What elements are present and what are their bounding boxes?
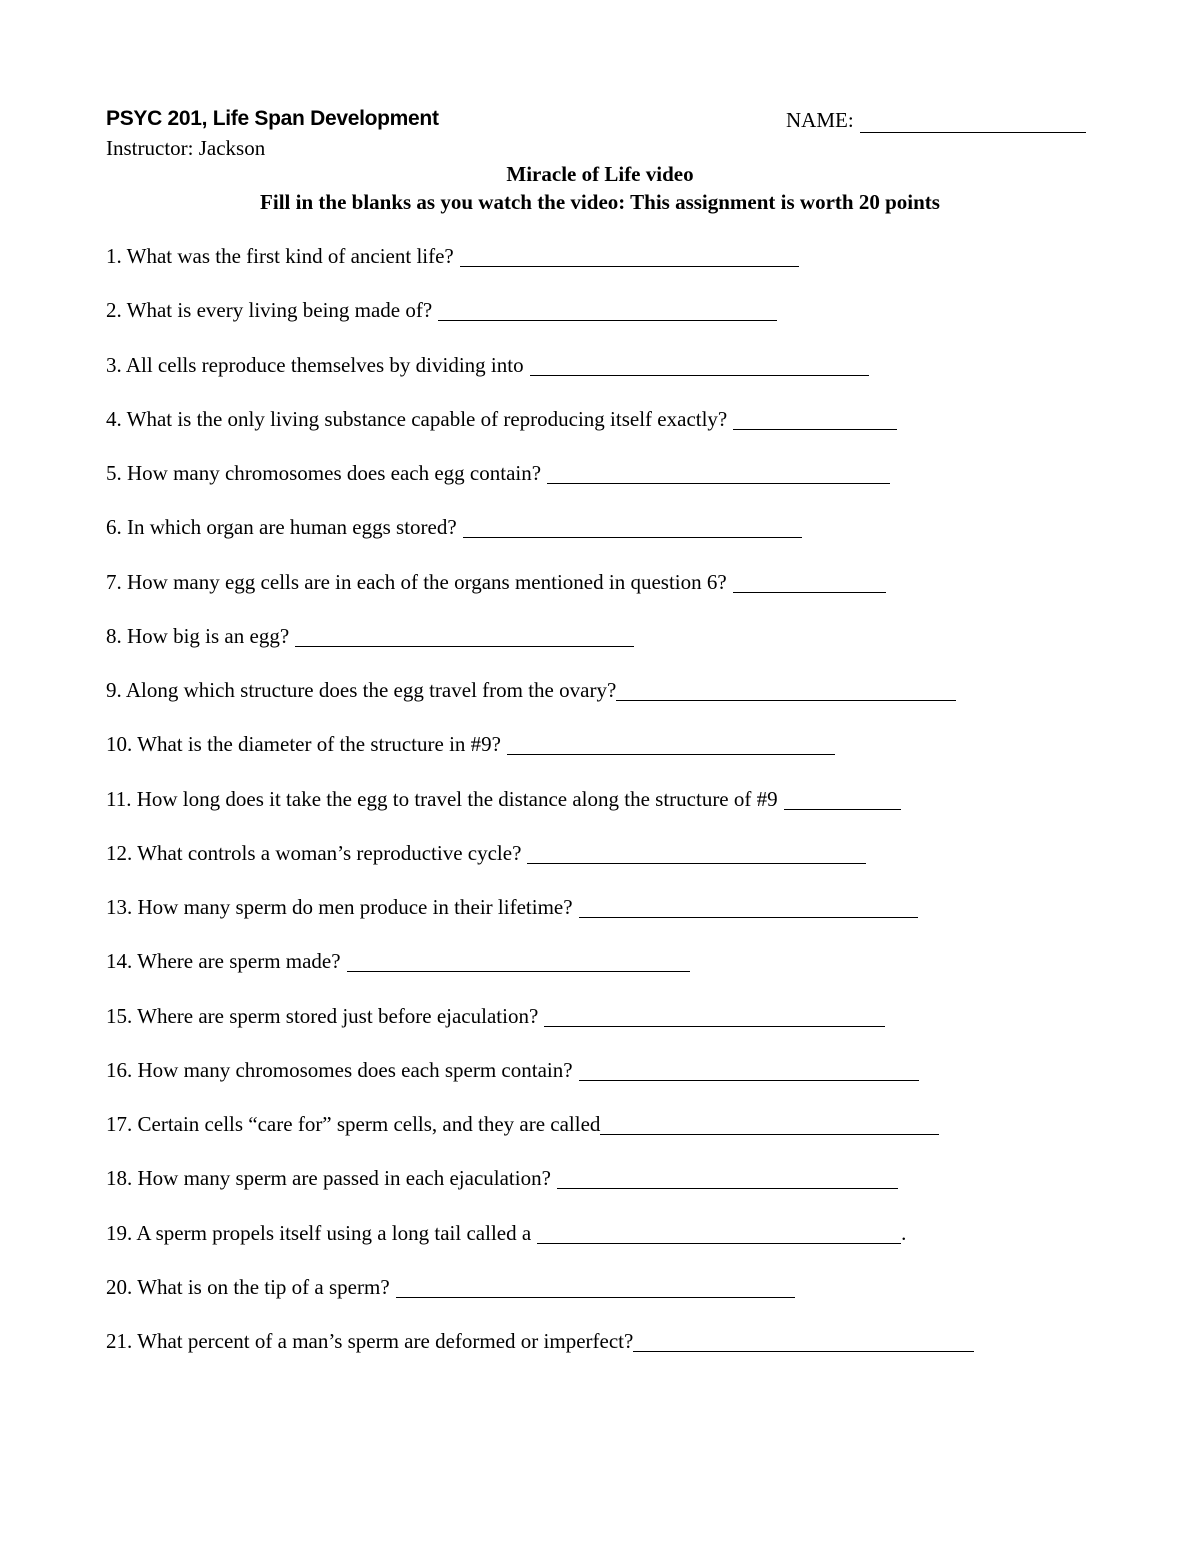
question-item	[106, 407, 1106, 461]
question-item	[106, 624, 1106, 678]
question-item	[106, 461, 1106, 515]
question-text: 6. In which organ are human eggs stored?	[106, 515, 457, 540]
question-text: 9. Along which structure does the egg travel from the ovary?	[106, 678, 617, 702]
question-item	[106, 1004, 1106, 1058]
question-text: 17. Certain cells “care for” sperm cells, and they are called	[106, 1112, 601, 1136]
question-item	[106, 515, 1106, 569]
question-item	[106, 1329, 1106, 1383]
answer-blank[interactable]	[579, 1058, 919, 1081]
question-item	[106, 787, 1106, 841]
answer-blank[interactable]	[557, 1166, 898, 1189]
question-item	[106, 1058, 1106, 1112]
answer-blank[interactable]	[347, 949, 690, 972]
answer-blank[interactable]	[547, 461, 890, 484]
question-text: 1. What was the first kind of ancient life?	[106, 244, 454, 268]
question-text: 3. All cells reproduce themselves by dividing into	[106, 352, 524, 377]
answer-blank[interactable]	[579, 895, 918, 918]
question-text: 19. A sperm propels itself using a long tail called a	[106, 1220, 532, 1245]
question-text: 8. How big is an egg?	[106, 623, 290, 648]
name-blank[interactable]	[860, 110, 1086, 133]
question-item	[106, 1112, 1106, 1166]
question-item	[106, 298, 1106, 352]
worksheet-subtitle: Fill in the blanks as you watch the video: This assignment is worth 20 points	[260, 190, 940, 214]
course-title: PSYC 201, Life Span Development	[106, 107, 439, 130]
question-text: 5. How many chromosomes does each egg contain?	[106, 461, 542, 485]
question-item	[106, 1221, 1106, 1275]
answer-blank[interactable]	[784, 787, 901, 810]
answer-blank[interactable]	[507, 732, 835, 755]
question-text: 7. How many egg cells are in each of the organs mentioned in question 6?	[106, 569, 727, 594]
answer-blank[interactable]	[530, 353, 869, 376]
question-text: 13. How many sperm do men produce in their lifetime?	[106, 895, 573, 919]
name-field	[786, 108, 1086, 133]
question-item	[106, 678, 1106, 732]
answer-blank[interactable]	[616, 678, 956, 701]
answer-blank[interactable]	[460, 244, 799, 267]
question-item	[106, 353, 1106, 407]
question-text: 14. Where are sperm made?	[106, 949, 341, 974]
worksheet-title: Miracle of Life video	[506, 162, 694, 186]
name-label: NAME:	[786, 108, 854, 132]
question-item	[106, 732, 1106, 786]
question-text: 4. What is the only living substance capable of reproducing itself exactly?	[106, 406, 728, 431]
question-text: 21. What percent of a man’s sperm are deformed or imperfect?	[106, 1329, 634, 1353]
question-list	[106, 244, 1106, 1383]
answer-blank[interactable]	[396, 1275, 795, 1298]
question-text: 15. Where are sperm stored just before ejaculation?	[106, 1003, 539, 1028]
question-text: 10. What is the diameter of the structure in #9?	[106, 732, 501, 757]
answer-blank[interactable]	[527, 841, 866, 864]
question-trailing-punctuation: .	[901, 1220, 907, 1245]
question-item	[106, 841, 1106, 895]
question-text: 11. How long does it take the egg to travel the distance along the structure of #9	[106, 786, 778, 811]
answer-blank[interactable]	[537, 1221, 901, 1244]
question-text: 12. What controls a woman’s reproductive cycle?	[106, 840, 522, 865]
answer-blank[interactable]	[733, 407, 897, 430]
answer-blank[interactable]	[295, 624, 634, 647]
answer-blank[interactable]	[463, 515, 802, 538]
question-item	[106, 949, 1106, 1003]
question-item	[106, 244, 1106, 298]
question-item	[106, 570, 1106, 624]
answer-blank[interactable]	[438, 298, 777, 321]
answer-blank[interactable]	[633, 1329, 974, 1352]
instructor: Instructor: Jackson	[106, 136, 266, 160]
question-text: 16. How many chromosomes does each sperm contain?	[106, 1057, 573, 1082]
question-item	[106, 1275, 1106, 1329]
question-item	[106, 895, 1106, 949]
question-text: 20. What is on the tip of a sperm?	[106, 1274, 390, 1299]
question-item	[106, 1166, 1106, 1220]
question-text: 2. What is every living being made of?	[106, 298, 433, 323]
answer-blank[interactable]	[600, 1112, 939, 1135]
answer-blank[interactable]	[544, 1004, 885, 1027]
answer-blank[interactable]	[733, 570, 886, 593]
question-text: 18. How many sperm are passed in each ejaculation?	[106, 1166, 551, 1191]
